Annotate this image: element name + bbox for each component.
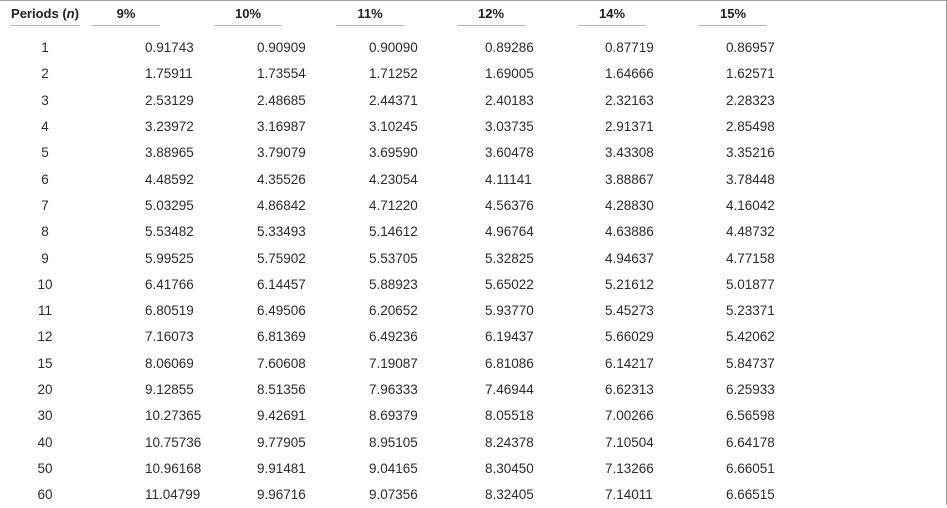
cell-period: 5 <box>41 145 49 161</box>
cell-rate-12: 6.19437 <box>485 329 534 345</box>
cell-period: 15 <box>37 355 53 371</box>
cell-rate-10: 0.90909 <box>257 40 306 56</box>
cell-rate-11: 9.07356 <box>369 487 418 503</box>
cell-rate-10: 5.75902 <box>257 250 306 266</box>
cell-rate-9: 9.12855 <box>145 382 194 397</box>
cell-rate-10: 9.91481 <box>257 460 306 476</box>
cell-rate-15: 6.66515 <box>726 487 775 503</box>
table-row <box>0 429 818 455</box>
cell-period: 50 <box>37 460 53 476</box>
cell-rate-9: 5.53482 <box>145 224 194 240</box>
cell-rate-12: 5.65022 <box>485 276 534 292</box>
table-row <box>0 351 818 377</box>
cell-rate-12: 1.69005 <box>485 66 534 82</box>
header-periods: Periods (n) <box>0 1 90 31</box>
cell-rate-11: 1.71252 <box>369 66 418 82</box>
cell-rate-14: 7.14011 <box>605 487 653 503</box>
table-row <box>0 377 818 403</box>
cell-rate-10: 3.79079 <box>257 145 306 161</box>
table-row <box>0 403 818 429</box>
cell-rate-10: 6.14457 <box>257 276 306 292</box>
cell-rate-11: 0.90090 <box>369 40 418 56</box>
cell-rate-12: 4.11141 <box>485 171 532 187</box>
cell-period: 4 <box>41 119 49 135</box>
cell-period: 20 <box>37 382 53 397</box>
cell-rate-10: 4.35526 <box>257 171 306 187</box>
table-row <box>0 88 818 114</box>
cell-rate-11: 3.69590 <box>369 145 418 161</box>
cell-rate-15: 2.28323 <box>726 92 775 108</box>
cell-rate-15: 6.56598 <box>726 408 775 424</box>
cell-rate-9: 5.99525 <box>145 250 194 266</box>
cell-rate-10: 7.60608 <box>257 355 306 371</box>
cell-rate-11: 2.44371 <box>369 92 418 108</box>
cell-rate-9: 6.41766 <box>145 276 194 292</box>
cell-rate-15: 6.64178 <box>726 434 775 450</box>
table-row <box>0 456 818 482</box>
cell-rate-12: 8.05518 <box>485 408 534 424</box>
cell-rate-9: 11.04799 <box>145 487 201 503</box>
cell-rate-9: 2.53129 <box>145 92 194 108</box>
cell-rate-10: 9.42691 <box>257 408 306 424</box>
table-row <box>0 61 818 87</box>
table-row <box>0 324 818 350</box>
cell-rate-15: 1.62571 <box>726 66 775 82</box>
cell-rate-15: 5.84737 <box>726 355 775 371</box>
header-rate-9: 9% <box>90 1 212 31</box>
cell-period: 8 <box>41 224 49 240</box>
header-rate-15: 15% <box>697 1 818 31</box>
cell-rate-14: 2.91371 <box>605 119 654 135</box>
cell-rate-9: 7.16073 <box>145 329 194 345</box>
cell-rate-12: 3.03735 <box>485 119 534 135</box>
cell-rate-15: 6.66051 <box>726 460 775 476</box>
cell-rate-11: 9.04165 <box>369 460 418 476</box>
cell-rate-15: 4.16042 <box>726 197 775 213</box>
header-rate-14: 14% <box>576 1 697 31</box>
cell-rate-12: 8.30450 <box>485 460 534 476</box>
cell-period: 10 <box>37 276 53 292</box>
cell-period: 12 <box>37 329 53 345</box>
cell-rate-11: 3.10245 <box>369 119 418 135</box>
cell-rate-15: 5.01877 <box>726 276 775 292</box>
cell-rate-15: 2.85498 <box>726 119 775 135</box>
cell-rate-14: 1.64666 <box>605 66 654 82</box>
cell-rate-12: 4.96764 <box>485 224 534 240</box>
cell-period: 60 <box>37 487 53 503</box>
cell-rate-12: 0.89286 <box>485 40 534 56</box>
cell-rate-14: 4.63886 <box>605 224 654 240</box>
cell-rate-14: 6.62313 <box>605 382 654 397</box>
cell-rate-14: 3.43308 <box>605 145 654 161</box>
cell-rate-15: 3.78448 <box>726 171 775 187</box>
cell-period: 9 <box>41 250 49 266</box>
cell-rate-10: 5.33493 <box>257 224 306 240</box>
cell-rate-12: 7.46944 <box>485 382 534 397</box>
table-row <box>0 166 818 192</box>
cell-rate-14: 7.00266 <box>605 408 654 424</box>
cell-rate-9: 0.91743 <box>145 40 194 56</box>
cell-rate-15: 5.23371 <box>726 303 775 319</box>
cell-rate-11: 5.53705 <box>369 250 418 266</box>
cell-rate-14: 2.32163 <box>605 92 654 108</box>
cell-rate-10: 8.51356 <box>257 382 306 397</box>
table-row <box>0 114 818 140</box>
cell-period: 40 <box>37 434 53 450</box>
cell-rate-12: 5.93770 <box>485 303 534 319</box>
cell-rate-11: 5.88923 <box>369 276 418 292</box>
cell-rate-14: 5.66029 <box>605 329 654 345</box>
cell-rate-14: 6.14217 <box>605 355 654 371</box>
cell-rate-12: 3.60478 <box>485 145 534 161</box>
cell-rate-11: 4.71220 <box>369 197 418 213</box>
cell-rate-11: 7.96333 <box>369 382 418 397</box>
cell-rate-9: 3.88965 <box>145 145 194 161</box>
cell-rate-11: 4.23054 <box>369 171 418 187</box>
cell-rate-15: 4.48732 <box>726 224 775 240</box>
cell-period: 3 <box>41 92 49 108</box>
cell-rate-12: 8.24378 <box>485 434 534 450</box>
cell-rate-12: 5.32825 <box>485 250 534 266</box>
cell-rate-12: 2.40183 <box>485 92 534 108</box>
cell-rate-14: 3.88867 <box>605 171 654 187</box>
table-row <box>0 298 818 324</box>
cell-rate-10: 3.16987 <box>257 119 306 135</box>
header-rate-12: 12% <box>455 1 576 31</box>
cell-rate-10: 9.96716 <box>257 487 306 503</box>
table-body <box>0 31 818 508</box>
cell-rate-11: 7.19087 <box>369 355 418 371</box>
cell-rate-9: 10.75736 <box>145 434 202 450</box>
cell-rate-15: 3.35216 <box>726 145 775 161</box>
cell-rate-14: 5.21612 <box>605 276 654 292</box>
cell-rate-14: 7.10504 <box>605 434 654 450</box>
header-rate-10: 10% <box>212 1 334 31</box>
cell-rate-10: 9.77905 <box>257 434 306 450</box>
cell-rate-12: 4.56376 <box>485 197 534 213</box>
cell-rate-9: 3.23972 <box>145 119 194 135</box>
cell-rate-11: 6.20652 <box>369 303 418 319</box>
cell-rate-9: 10.96168 <box>145 460 202 476</box>
cell-period: 1 <box>41 40 49 56</box>
cell-rate-11: 6.49236 <box>369 329 418 345</box>
cell-rate-10: 4.86842 <box>257 197 306 213</box>
cell-period: 11 <box>37 303 52 319</box>
cell-rate-15: 4.77158 <box>726 250 775 266</box>
table-row <box>0 31 818 61</box>
table-row <box>0 219 818 245</box>
cell-rate-9: 10.27365 <box>145 408 202 424</box>
header-row <box>0 1 818 31</box>
cell-rate-14: 0.87719 <box>605 40 654 56</box>
cell-rate-10: 6.81369 <box>257 329 306 345</box>
table-row <box>0 245 818 271</box>
cell-rate-15: 5.42062 <box>726 329 775 345</box>
cell-rate-11: 5.14612 <box>369 224 418 240</box>
cell-rate-12: 8.32405 <box>485 487 534 503</box>
cell-rate-9: 1.75911 <box>145 66 193 82</box>
cell-period: 6 <box>41 171 49 187</box>
present-value-annuity-table <box>0 1 818 508</box>
cell-rate-11: 8.69379 <box>369 408 418 424</box>
table-row <box>0 272 818 298</box>
cell-rate-14: 7.13266 <box>605 460 654 476</box>
table-row <box>0 482 818 508</box>
cell-rate-14: 4.94637 <box>605 250 654 266</box>
header-rate-11: 11% <box>334 1 455 31</box>
cell-rate-14: 5.45273 <box>605 303 654 319</box>
cell-rate-9: 4.48592 <box>145 171 194 187</box>
cell-period: 2 <box>41 66 49 82</box>
table-row <box>0 193 818 219</box>
cell-rate-11: 8.95105 <box>369 434 418 450</box>
cell-period: 7 <box>41 197 49 213</box>
cell-rate-15: 0.86957 <box>726 40 775 56</box>
cell-rate-15: 6.25933 <box>726 382 775 397</box>
cell-rate-9: 5.03295 <box>145 197 194 213</box>
cell-rate-10: 2.48685 <box>257 92 306 108</box>
cell-rate-9: 6.80519 <box>145 303 194 319</box>
cell-rate-12: 6.81086 <box>485 355 534 371</box>
cell-period: 30 <box>37 408 53 424</box>
cell-rate-9: 8.06069 <box>145 355 194 371</box>
cell-rate-10: 6.49506 <box>257 303 306 319</box>
table-row <box>0 140 818 166</box>
cell-rate-10: 1.73554 <box>257 66 306 82</box>
cell-rate-14: 4.28830 <box>605 197 654 213</box>
